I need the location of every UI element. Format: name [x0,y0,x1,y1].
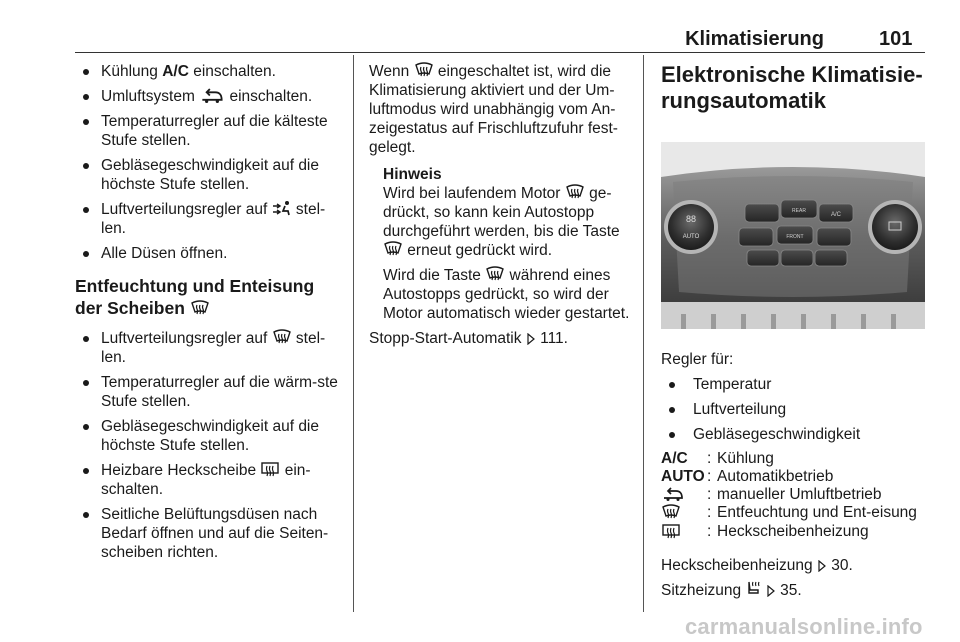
ac-key-label: A/C [162,63,189,80]
note-box [369,165,635,323]
list-item: Temperaturregler auf die wärm-ste Stufe stellen. [75,373,345,411]
windshield-defrost-icon [661,504,681,520]
legend-key: A/C [661,450,688,467]
windshield-defrost-icon [414,62,434,78]
column-1 [75,62,345,568]
note-paragraph: Wird bei laufendem Motor ge-drückt, so kann kein Autostopp durchgeführt werden, bis die Taste erneut gedrückt wird. [383,185,620,259]
page-number: 101 [879,28,913,50]
table-row: AUTO : Automatikbetrieb [661,468,925,486]
rear-window-heating-icon [661,523,681,539]
list-item: Heizbare Heckscheibe ein-schalten. [75,461,345,499]
legend-value: manueller Umluftbetrieb [717,486,882,503]
button-legend-table [661,450,925,542]
windshield-defrost-icon [565,184,585,200]
defrost-steps-list [75,329,345,562]
list-item: Kühlung A/C einschalten. [75,62,345,81]
cross-reference[interactable]: Stopp-Start-Automatik 111. [369,330,568,347]
note-paragraph: Wird die Taste während eines Autostopps gedrückt, so wird der Motor automatisch wieder gestartet. [383,267,630,322]
legend-value: Kühlung [717,450,774,467]
page-reference-icon [817,560,827,572]
section-title: Elektronische Klimatisie-rungsautomatik [661,62,923,113]
list-item: Gebläsegeschwindigkeit auf die höchste Stufe stellen. [75,156,345,194]
rear-window-heating-icon [260,461,280,477]
svg-text:AUTO: AUTO [682,234,700,240]
controls-label: Regler für: [661,351,734,368]
header-rule [75,52,925,53]
windshield-defrost-icon [485,266,505,282]
climate-control-panel-photo [661,142,925,329]
note-label: Hinweis [383,166,442,183]
controls-list [661,375,927,444]
cross-reference[interactable]: Heckscheibenheizung 30. [661,557,853,574]
watermark: carmanualsonline.info [685,614,923,639]
windshield-defrost-icon [272,329,292,345]
column-2 [369,62,635,348]
list-item: Luftverteilungsregler auf stel-len. [75,200,345,238]
recirculation-icon [199,88,225,103]
list-item: Luftverteilung [661,400,927,419]
svg-text:A/C: A/C [830,212,842,218]
column-3 [661,62,927,600]
table-row: : manueller Umluftbetrieb [661,486,925,504]
list-item: Luftverteilungsregler auf stel-len. [75,329,345,367]
legend-value: Entfeuchtung und Ent-eisung [717,504,917,521]
list-item: Gebläsegeschwindigkeit [661,425,927,444]
legend-value: Heckscheibenheizung [717,523,869,540]
column-divider-1 [353,55,354,612]
windshield-defrost-icon [190,300,210,316]
svg-text:REAR: REAR [792,208,806,214]
table-row: : Entfeuchtung und Ent-eisung [661,504,925,523]
cooling-steps-list [75,62,345,263]
cross-reference[interactable]: Sitzheizung 35. [661,582,802,599]
table-row: A/C : Kühlung [661,450,925,468]
svg-text:88: 88 [685,214,697,224]
recirculation-icon [661,487,685,501]
legend-value: Automatikbetrieb [717,468,834,485]
legend-key: AUTO [661,468,705,485]
windshield-defrost-icon [383,241,403,257]
page-header-title: Klimatisierung [685,28,824,50]
air-distribution-icon [272,200,292,216]
list-item: Temperatur [661,375,927,394]
page-reference-icon [526,333,536,345]
svg-text:FRONT: FRONT [786,234,804,240]
page-reference-icon [766,585,776,597]
table-row: : Heckscheibenheizung [661,523,925,542]
paragraph: Wenn eingeschaltet ist, wird die Klimatisierung aktiviert und der Um-luftmodus wird unabhängig vom An-zeigestatus auf Frischluftzufuhr fest-gelegt. [369,63,618,156]
section-heading: Entfeuchtung und Enteisung der Scheiben [75,276,315,318]
column-divider-2 [643,55,644,612]
list-item: Seitliche Belüftungsdüsen nach Bedarf öffnen und auf die Seiten-scheiben richten. [75,505,345,562]
list-item: Alle Düsen öffnen. [75,244,345,263]
list-item: Gebläsegeschwindigkeit auf die höchste Stufe stellen. [75,417,345,455]
list-item: Umluftsystem einschalten. [75,87,345,106]
list-item: Temperaturregler auf die kälteste Stufe stellen. [75,112,345,150]
seat-heating-icon [745,581,761,597]
